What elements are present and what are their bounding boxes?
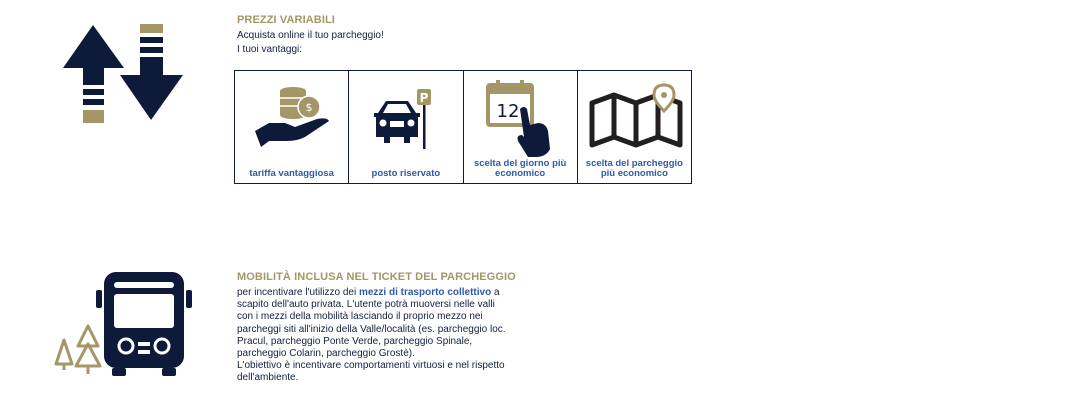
benefit-label: scelta del parcheggio più economico — [585, 158, 683, 179]
section2-title: MOBILITÀ INCLUSA NEL TICKET DEL PARCHEGGIO — [237, 271, 516, 283]
bus-trees-icon — [50, 270, 192, 378]
benefit-label: scelta del giorno più economico — [473, 158, 567, 179]
benefit-label: posto riservato — [371, 168, 441, 179]
section2-line: L'obiettivo è incentivare comportamenti virtuosi e nel rispetto — [237, 360, 505, 372]
calendar-number: 12 — [496, 101, 520, 122]
collective-transport-link[interactable]: mezzi di trasporto collettivo — [358, 287, 492, 298]
section2-paragraph — [237, 287, 557, 385]
section2-line: scapito dell'auto privata. L'utente potrà muoversi nelle valli — [237, 299, 495, 311]
svg-text:P: P — [419, 91, 429, 105]
hand-coins-icon — [251, 79, 333, 149]
arrows-up-down-icon — [62, 22, 186, 126]
calendar-hand-icon — [480, 79, 560, 159]
svg-text:$: $ — [305, 101, 313, 114]
section1-line1: Acquista online il tuo parcheggio! — [237, 30, 384, 41]
benefit-cell — [235, 71, 349, 183]
section2-line: parcheggi siti all'inizio della Valle/località (es. parcheggio loc. — [237, 323, 506, 335]
section1-line2: I tuoi vantaggi: — [237, 44, 303, 55]
car-parking-icon — [366, 87, 446, 149]
benefit-label: tariffa vantaggiosa — [249, 168, 334, 179]
map-pin-icon — [584, 83, 684, 149]
benefit-cell — [464, 71, 578, 183]
section2-line: Pracul, parcheggio Ponte Verde, parcheggio Spinale, — [237, 335, 473, 347]
section2-line: dell'ambiente. — [237, 372, 299, 384]
benefit-cell — [349, 71, 463, 183]
section2-line: con i mezzi della mobilità lasciando il proprio mezzo nei — [237, 311, 483, 323]
benefits-grid — [234, 70, 692, 184]
section2-first-line: per incentivare l'utilizzo dei mezzi di trasporto collettivo a — [237, 287, 500, 298]
benefit-cell — [578, 71, 691, 183]
section1-title: PREZZI VARIABILI — [237, 14, 335, 26]
section2-line: parcheggio Colarin, parcheggio Grostè). — [237, 348, 415, 360]
